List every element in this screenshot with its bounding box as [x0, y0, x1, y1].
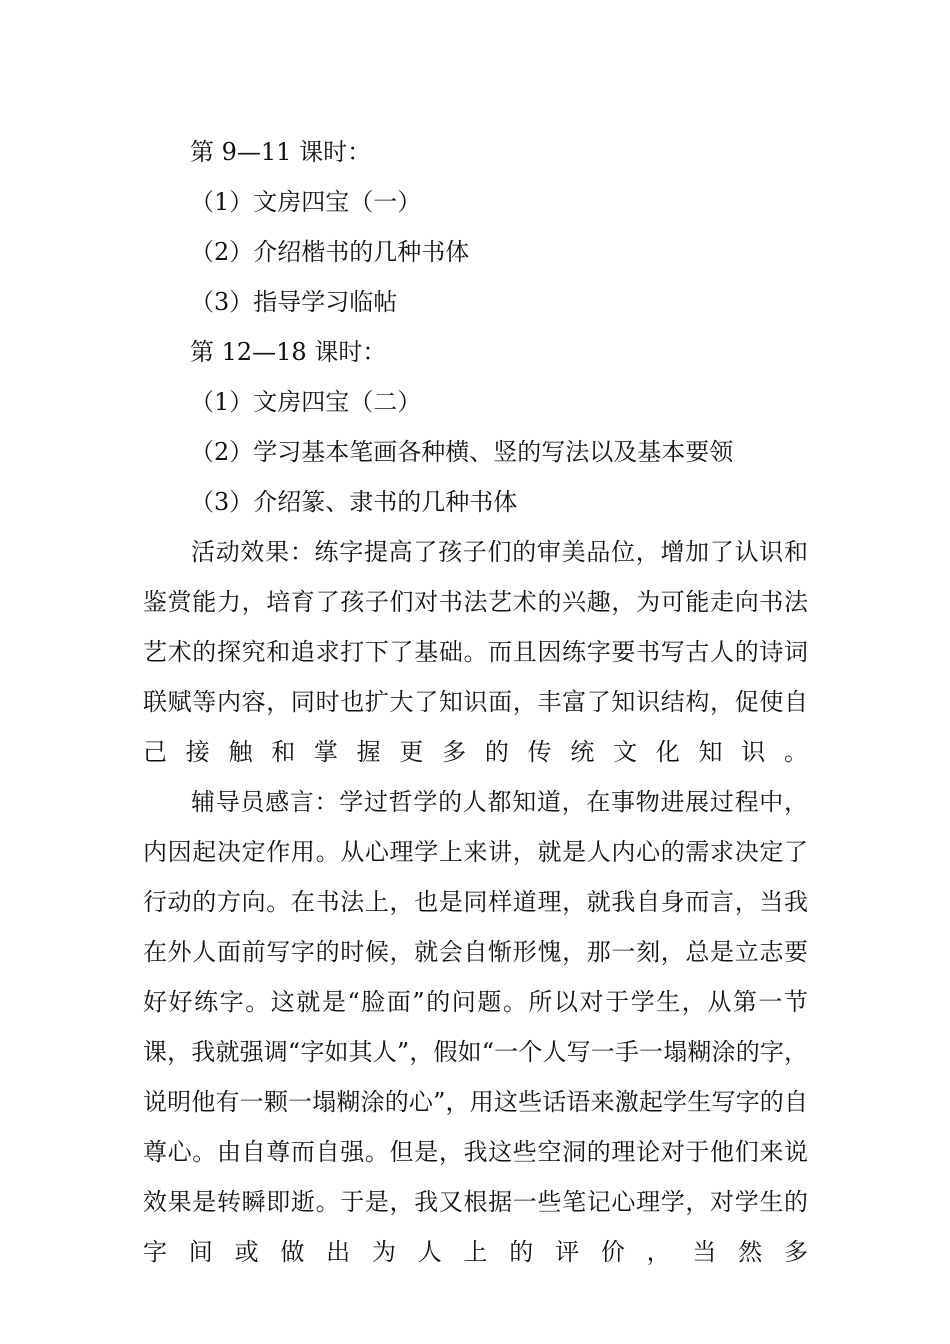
list-item: （1）文房四宝（二）	[190, 388, 422, 416]
list-item: （2）介绍楷书的几种书体	[190, 238, 470, 266]
lesson-heading-9-11: 第 9—11 课时：	[190, 138, 372, 166]
counselor-remarks-paragraph: 辅导员感言：学过哲学的人都知道，在事物进展过程中，内因起决定作用。从心理学上来讲，就是人内心的需求决定了行动的方向。在书法上，也是同样道理，就我自身而言，当我在外人面前写字的时候，就会自惭形愧，那一刻，总是立志要好好练字。这就是“脸面”的问题。所以对于学生，从第一节课，我就强调“字如其人”，假如“一个人写一手一塌糊涂的字，说明他有一颗一塌糊涂的心”，用这些话语来激起学生写字的自尊心。由自尊而自强。但是，我这些空洞的理论对于他们来说效果是转瞬即逝。于是，我又根据一些笔记心理学，对学生的字间或做出为人上的评价，当然多	[143, 788, 808, 1266]
list-item: （3）指导学习临帖	[190, 288, 398, 316]
list-item: （3）介绍篆、隶书的几种书体	[190, 488, 518, 516]
lesson-heading-12-18: 第 12—18 课时：	[190, 338, 387, 366]
activity-effect-paragraph: 活动效果：练字提高了孩子们的审美品位，增加了认识和鉴赏能力，培育了孩子们对书法艺术的兴趣，为可能走向书法艺术的探究和追求打下了基础。而且因练字要书写古人的诗词联赋等内容，同时也扩大了知识面，丰富了知识结构，促使自己接触和掌握更多的传统文化知识。	[143, 538, 808, 766]
list-item: （1）文房四宝（一）	[190, 188, 422, 216]
list-item: （2）学习基本笔画各种横、竖的写法以及基本要领	[190, 438, 734, 466]
